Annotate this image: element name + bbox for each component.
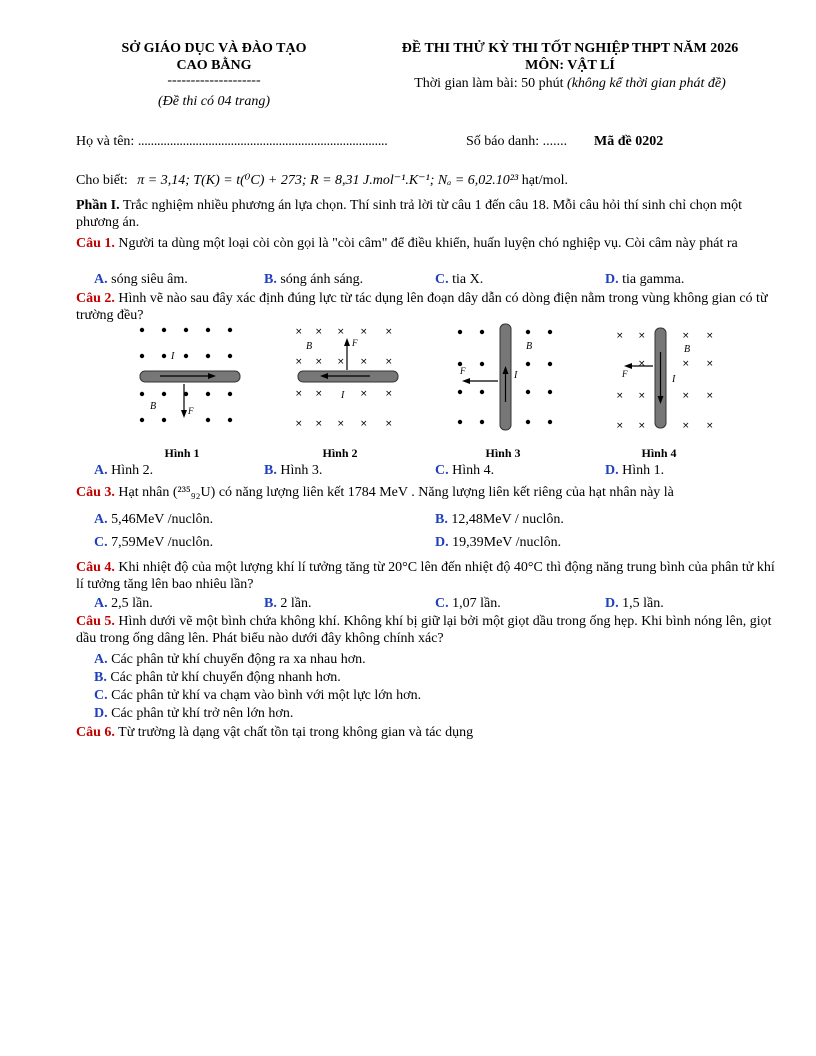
province-line: CAO BẰNG — [176, 58, 252, 73]
option-letter: D. — [605, 463, 619, 478]
time-info — [360, 76, 780, 92]
figure-2 — [290, 322, 410, 432]
q5-option-b[interactable] — [94, 669, 341, 686]
svg-text:×: × — [385, 327, 393, 337]
name-label: Họ và tên: — [76, 134, 135, 149]
option-text: tia gamma. — [622, 272, 685, 287]
q1-option-a[interactable] — [94, 271, 188, 288]
option-text: Các phân tử khí chuyển động nhanh hơn. — [110, 670, 341, 685]
option-letter: C. — [94, 535, 108, 550]
current-label: I — [341, 390, 345, 401]
force-label: F⃗ — [188, 406, 201, 416]
svg-text:×: × — [360, 389, 368, 399]
exam-title: ĐỀ THI THỬ KỲ THI TỐT NGHIỆP THPT NĂM 2026 — [401, 41, 739, 56]
q3-text-after: có năng lượng liên kết 1784 MeV . Năng lượng liên kết riêng của hạt nhân này là — [218, 485, 674, 500]
constants-prefix: Cho biết: — [76, 173, 128, 188]
question-6 — [76, 724, 473, 741]
q2-label: Câu 2. — [76, 291, 115, 306]
option-text: tia X. — [452, 272, 484, 287]
svg-text:×: × — [315, 357, 323, 367]
option-letter: D. — [605, 272, 619, 287]
figure-3 — [450, 322, 560, 432]
q2-option-c[interactable] — [435, 462, 494, 479]
q3-text-before: Hạt nhân — [118, 485, 170, 500]
q2-option-d[interactable] — [605, 462, 664, 479]
force-label: F⃗ — [352, 338, 365, 348]
option-letter: B. — [94, 670, 107, 685]
svg-text:×: × — [706, 391, 714, 401]
exam-title-block — [360, 40, 780, 74]
option-letter: B. — [264, 596, 277, 611]
option-letter: A. — [94, 463, 108, 478]
option-letter: A. — [94, 596, 108, 611]
question-3 — [76, 484, 674, 501]
header-dashes: -------------------- — [167, 73, 261, 88]
q4-option-c[interactable] — [435, 595, 501, 612]
figure-2-caption: Hình 2 — [322, 446, 358, 460]
svg-text:×: × — [638, 421, 646, 431]
option-text: 12,48MeV / nuclôn. — [451, 512, 564, 527]
figure-4 — [610, 322, 720, 432]
svg-text:×: × — [638, 359, 646, 369]
svg-text:×: × — [360, 327, 368, 337]
svg-text:×: × — [315, 419, 323, 429]
svg-text:×: × — [616, 391, 624, 401]
svg-text:×: × — [385, 389, 393, 399]
svg-text:×: × — [385, 357, 393, 367]
option-letter: C. — [94, 688, 108, 703]
option-text: 19,39MeV /nuclôn. — [452, 535, 562, 550]
q3-option-a[interactable] — [94, 511, 213, 528]
option-letter: A. — [94, 512, 108, 527]
department-name — [104, 40, 324, 74]
figure-4-caption: Hình 4 — [641, 446, 677, 460]
name-dots: .............................................................................. — [137, 134, 388, 149]
part1-intro — [76, 197, 784, 231]
option-text: sóng siêu âm. — [111, 272, 188, 287]
q4-option-d[interactable] — [605, 595, 664, 612]
time-note: (không kể thời gian phát đề) — [567, 76, 726, 91]
option-letter: C. — [435, 463, 449, 478]
q6-text: Từ trường là dạng vật chất tồn tại trong không gian và tác dụng — [118, 725, 474, 740]
pages-note: (Đề thi có 04 trang) — [158, 94, 270, 109]
svg-text:×: × — [315, 389, 323, 399]
option-letter: D. — [605, 596, 619, 611]
q3-label: Câu 3. — [76, 485, 115, 500]
subject-title: MÔN: VẬT LÍ — [525, 58, 615, 73]
svg-text:×: × — [360, 357, 368, 367]
student-id: Số báo danh: ....... — [466, 134, 568, 149]
option-text: Các phân tử khí trở nên lớn hơn. — [111, 706, 294, 721]
figure-1-caption: Hình 1 — [164, 446, 200, 460]
current-label: I — [672, 374, 676, 385]
svg-text:×: × — [295, 357, 303, 367]
option-text: 2,5 lần. — [111, 596, 153, 611]
option-letter: B. — [264, 463, 277, 478]
option-text: Hình 4. — [452, 463, 495, 478]
question-5 — [76, 613, 784, 647]
q2-text: Hình vẽ nào sau đây xác định đúng lực từ tác dụng lên đoạn dây dẫn có dòng điện nằm trong vùng không gian có từ trường đều? — [76, 291, 768, 323]
q5-text: Hình dưới vẽ một bình chứa không khí. Không khí bị giữ lại bởi một giọt dầu trong ống hẹp. Khi bình nóng lên, giọt dầu trong ống dâng lên. Phát biểu nào dưới đây không chính xác? — [76, 614, 772, 646]
force-label: F⃗ — [460, 366, 473, 376]
constants-unit: hạt/mol. — [521, 173, 568, 188]
part1-title: Phần I. — [76, 198, 120, 213]
exam-code: Mã đề 0202 — [594, 134, 664, 149]
field-label: B⃗ — [306, 341, 320, 352]
svg-text:×: × — [337, 327, 345, 337]
q1-option-b[interactable] — [264, 271, 363, 288]
q4-label: Câu 4. — [76, 560, 115, 575]
svg-text:×: × — [706, 421, 714, 431]
part1-text: Trắc nghiệm nhiều phương án lựa chọn. Thí sinh trả lời từ câu 1 đến câu 18. Mỗi câu hỏi thí sinh chỉ chọn một phương án. — [76, 198, 743, 230]
q4-option-b[interactable] — [264, 595, 311, 612]
q2-option-a[interactable] — [94, 462, 153, 479]
option-letter: C. — [435, 272, 449, 287]
q3-option-d[interactable] — [435, 534, 561, 551]
option-text: 1,5 lần. — [622, 596, 664, 611]
q5-option-d[interactable] — [94, 705, 293, 722]
q5-label: Câu 5. — [76, 614, 115, 629]
q3-option-b[interactable] — [435, 511, 564, 528]
q5-option-a[interactable] — [94, 651, 366, 668]
svg-text:×: × — [706, 331, 714, 341]
student-name-row — [76, 133, 387, 150]
option-letter: D. — [435, 535, 449, 550]
time-main: Thời gian làm bài: 50 phút — [414, 76, 564, 91]
svg-text:×: × — [337, 419, 345, 429]
field-label: B⃗ — [526, 341, 540, 352]
figure-1 — [130, 322, 250, 432]
svg-text:×: × — [360, 419, 368, 429]
option-text: 1,07 lần. — [452, 596, 501, 611]
q1-option-d[interactable] — [605, 271, 684, 288]
svg-text:×: × — [616, 331, 624, 341]
q1-text: Người ta dùng một loại còi còn gọi là "còi câm" để điều khiển, huấn luyện chó nghiệp vụ. Còi câm này phát ra — [118, 236, 738, 251]
q4-text: Khi nhiệt độ của một lượng khí lí tưởng tăng từ 20°C lên đến nhiệt độ 40°C thì động năng trung bình của phân tử khí lí tưởng tăng lên bao nhiêu lần? — [76, 560, 775, 592]
constants-row — [76, 172, 568, 189]
field-label: B⃗ — [684, 344, 698, 355]
svg-text:×: × — [616, 421, 624, 431]
svg-text:×: × — [315, 327, 323, 337]
force-label: F⃗ — [622, 369, 635, 379]
question-4 — [76, 559, 784, 593]
option-letter: A. — [94, 652, 108, 667]
q1-label: Câu 1. — [76, 236, 115, 251]
option-text: 2 lần. — [280, 596, 312, 611]
svg-text:×: × — [682, 359, 690, 369]
figure-3-caption: Hình 3 — [485, 446, 521, 460]
option-text: 7,59MeV /nuclôn. — [111, 535, 214, 550]
option-text: Các phân tử khí chuyển động ra xa nhau hơn. — [111, 652, 366, 667]
question-2 — [76, 290, 784, 324]
q1-option-c[interactable] — [435, 271, 483, 288]
constants-formula: π = 3,14; T(K) = t(⁰C) + 273; R = 8,31 J.mol⁻¹.K⁻¹; Nₐ = 6,02.10²³ — [137, 173, 519, 188]
q2-option-b[interactable] — [264, 462, 322, 479]
option-text: 5,46MeV /nuclôn. — [111, 512, 214, 527]
q4-option-a[interactable] — [94, 595, 153, 612]
option-letter: B. — [435, 512, 448, 527]
q5-option-c[interactable] — [94, 687, 421, 704]
svg-text:×: × — [295, 327, 303, 337]
department-line: SỞ GIÁO DỤC VÀ ĐÀO TẠO — [121, 41, 307, 56]
field-label: B⃗ — [150, 401, 164, 412]
option-text: Hình 1. — [622, 463, 665, 478]
option-letter: C. — [435, 596, 449, 611]
current-label: I — [171, 351, 175, 362]
current-label: I — [514, 370, 518, 381]
svg-text:×: × — [638, 391, 646, 401]
option-text: Hình 2. — [111, 463, 154, 478]
option-letter: D. — [94, 706, 108, 721]
svg-text:×: × — [682, 331, 690, 341]
q3-option-c[interactable] — [94, 534, 213, 551]
svg-text:×: × — [385, 419, 393, 429]
svg-text:×: × — [682, 421, 690, 431]
option-text: Hình 3. — [280, 463, 323, 478]
svg-text:×: × — [682, 391, 690, 401]
option-letter: B. — [264, 272, 277, 287]
q6-label: Câu 6. — [76, 725, 115, 740]
svg-text:×: × — [337, 357, 345, 367]
option-text: sóng ánh sáng. — [280, 272, 364, 287]
option-letter: A. — [94, 272, 108, 287]
svg-text:×: × — [638, 331, 646, 341]
svg-text:×: × — [706, 359, 714, 369]
svg-text:×: × — [295, 419, 303, 429]
svg-text:×: × — [295, 389, 303, 399]
question-1 — [76, 235, 784, 252]
option-text: Các phân tử khí va chạm vào bình với một lực lớn hơn. — [111, 688, 422, 703]
q3-nuclide: (²³⁵₉₂U) — [172, 485, 216, 500]
